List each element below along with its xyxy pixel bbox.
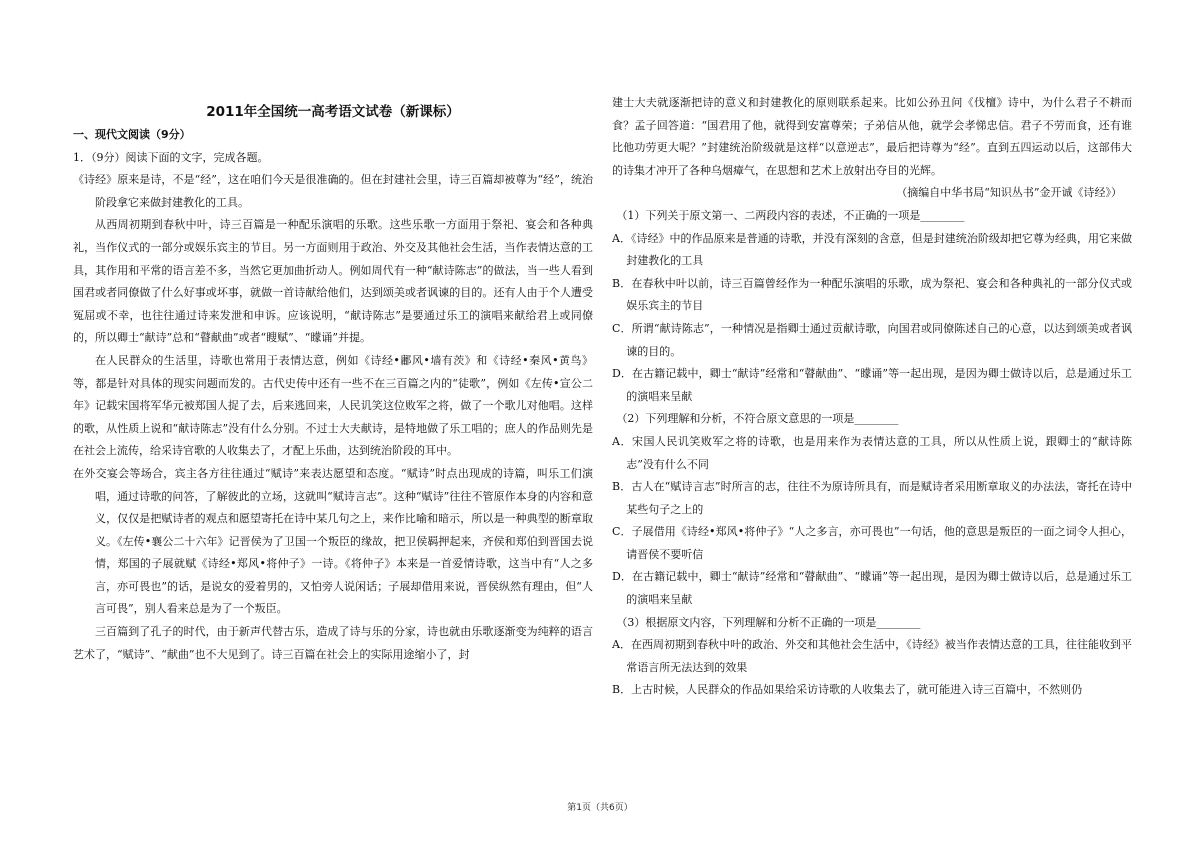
passage-source: （摘编自中华书局“知识丛书”金开诚《诗经》） xyxy=(896,186,1122,200)
right-column xyxy=(612,92,1132,702)
option-3a: A．在西周初期到春秋中叶的政治、外交和其他社会生活中，《诗经》被当作表情达意的工具，往往能收到平常语言所无法达到的效果 xyxy=(612,638,1132,674)
option-2d: D．在古籍记载中，卿士“献诗”经常和“瞽献曲”、“矇诵”等一起出现，是因为卿士做诗以后，总是通过乐工的演唱来呈献 xyxy=(612,570,1132,607)
question-intro: 1．（9分）阅读下面的文字，完成各题。 xyxy=(73,150,269,164)
option-1b: B．在春秋中叶以前，诗三百篇曾经作为一种配乐演唱的乐歌，成为祭祀、宴会和各种典礼的一部分仪式或娱乐宾主的节目 xyxy=(612,276,1132,313)
sub-question-1: （1）下列关于原文第一、二两段内容的表述，不正确的一项是________ xyxy=(616,208,965,222)
option-2c: C．子展借用《诗经•郑风•将仲子》“人之多言，亦可畏也”一句话，他的意思是叛臣的一面之词令人担心，请晋侯不要听信 xyxy=(612,525,1132,561)
option-3b: B．上古时候，人民群众的作品如果给采访诗歌的人收集去了，就可能进入诗三百篇中，不然则仍 xyxy=(612,683,1083,697)
option-1c: C．所谓“献诗陈志”，一种情况是指卿士通过贡献诗歌，向国君或同僚陈述自己的心意，以达到颂美或者讽谏的目的。 xyxy=(612,321,1132,358)
option-2b: B．古人在“赋诗言志”时所言的志，往往不为原诗所具有，而是赋诗者采用断章取义的办法法，寄托在诗中某些句子之上的 xyxy=(612,480,1132,516)
page-title: 2011年全国统一高考语文试卷（新课标） xyxy=(206,104,460,120)
passage-paragraph-1: 《诗经》原来是诗，不是“经”，这在咱们今天是很准确的。但在封建社会里，诗三百篇却被尊为“经”，统治阶段拿它来做封建教化的工具。 xyxy=(73,173,593,209)
passage-paragraph-3: 在人民群众的生活里，诗歌也常用于表情达意，例如《诗经•鄘风•墙有茨》和《诗经•秦风•黄鸟》等，都是针对具体的现实问题而发的。古代史传中还有一些不在三百篇之内的“徒歌”，例如《左传•宣公二年》记载宋国将军华元被郑国人捉了去，后来逃回来，人民讥笑这位败军之将，做了一个歌儿对他唱。这样的歌，从性质上说和“献诗陈志”没有什么分别。不过士大夫献诗，是特地做了乐工唱的；庶人的作品则先是在社会上流传，给采诗官歌的人收集去了，才配上乐曲，达到统治阶段的耳中。 xyxy=(73,353,593,458)
passage-paragraph-2: 从西周初期到春秋中叶，诗三百篇是一种配乐演唱的乐歌。这些乐歌一方面用于祭祀、宴会和各种典礼，当作仪式的一部分或娱乐宾主的节目。另一方面则用于政治、外交及其他社会生活，当作表情达意的工具，其作用和平常的语言差不多，当然它更加曲折动人。例如周代有一种“献诗陈志”的做法，当一些人看到国君或者同僚做了什么好事或坏事，就做一首诗献给他们，达到颂美或者讽谏的目的。还有人由于个人遭受冤屈或不幸，也往往通过诗来发泄和申诉。应该说明，“献诗陈志”是要通过乐工的演唱来献给君上或同僚的，所以卿士“献诗”总和“瞽献曲”或者“瞍赋”、“矇诵”并提。 xyxy=(73,218,593,345)
sub-question-3: （3）根据原文内容，下列理解和分析不正确的一项是________ xyxy=(616,615,921,629)
left-column xyxy=(73,96,593,666)
sub-question-2: （2）下列理解和分析，不符合原文意思的一项是________ xyxy=(616,412,899,426)
section-heading: 一、现代文阅读（9分） xyxy=(73,128,191,141)
passage-paragraph-4: 在外交宴会等场合，宾主各方往往通过“赋诗”来表达愿望和态度。“赋诗”时点出现成的诗篇，叫乐工们演唱，通过诗歌的问答，了解彼此的立场，这就叫“赋诗言志”。这种“赋诗”往往不管原作本身的内容和意义，仅仅是把赋诗者的观点和愿望寄托在诗中某几句之上，来作比喻和暗示，所以是一种典型的断章取义。《左传•襄公二十六年》记晋侯为了卫国一个叛臣的缘故，把卫侯羁押起来，齐侯和郑伯到晋国去说情，郑国的子展就赋《诗经•郑风•将仲子》一诗。《将仲子》本来是一首爱情诗歌，这当中有“人之多言，亦可畏也”的话，是说女的爱着男的，又怕旁人说闲话；子展却借用来说，晋侯纵然有理由，但“人言可畏”，别人看来总是为了一个叛臣。 xyxy=(73,466,593,616)
option-1d: D．在古籍记载中，卿士“献诗”经常和“瞽献曲”、“矇诵”等一起出现，是因为卿士做诗以后，总是通过乐工的演唱来呈献 xyxy=(612,367,1132,403)
option-2a: A．宋国人民讥笑败军之将的诗歌，也是用来作为表情达意的工具，所以从性质上说，跟卿士的“献诗陈志”没有什么不同 xyxy=(612,434,1132,471)
passage-paragraph-6: 建士大夫就逐渐把诗的意义和封建教化的原则联系起来。比如公孙丑问《伐檀》诗中，为什么君子不耕而食？孟子回答道：“国君用了他，就得到安富尊荣；子弟信从他，就学会孝悌忠信。君子不劳而食，还有谁比他功劳更大呢？”封建统治阶级就是这样“以意逆志”，最后把诗尊为“经”。直到五四运动以后，这部伟大的诗集才冲开了各种乌烟瘴气，在思想和艺术上放射出夺目的光辉。 xyxy=(612,96,1132,177)
option-1a: A．《诗经》中的作品原来是普通的诗歌，并没有深刻的含意，但是封建统治阶级却把它尊为经典，用它来做封建教化的工具 xyxy=(612,231,1132,268)
page-footer: 第1页（共6页） xyxy=(567,803,633,813)
passage-paragraph-5: 三百篇到了孔子的时代，由于新声代替古乐，造成了诗与乐的分家，诗也就由乐歌逐渐变为纯粹的语言艺术了，“赋诗”、“献曲”也不大见到了。诗三百篇在社会上的实际用途缩小了，封 xyxy=(73,625,593,661)
